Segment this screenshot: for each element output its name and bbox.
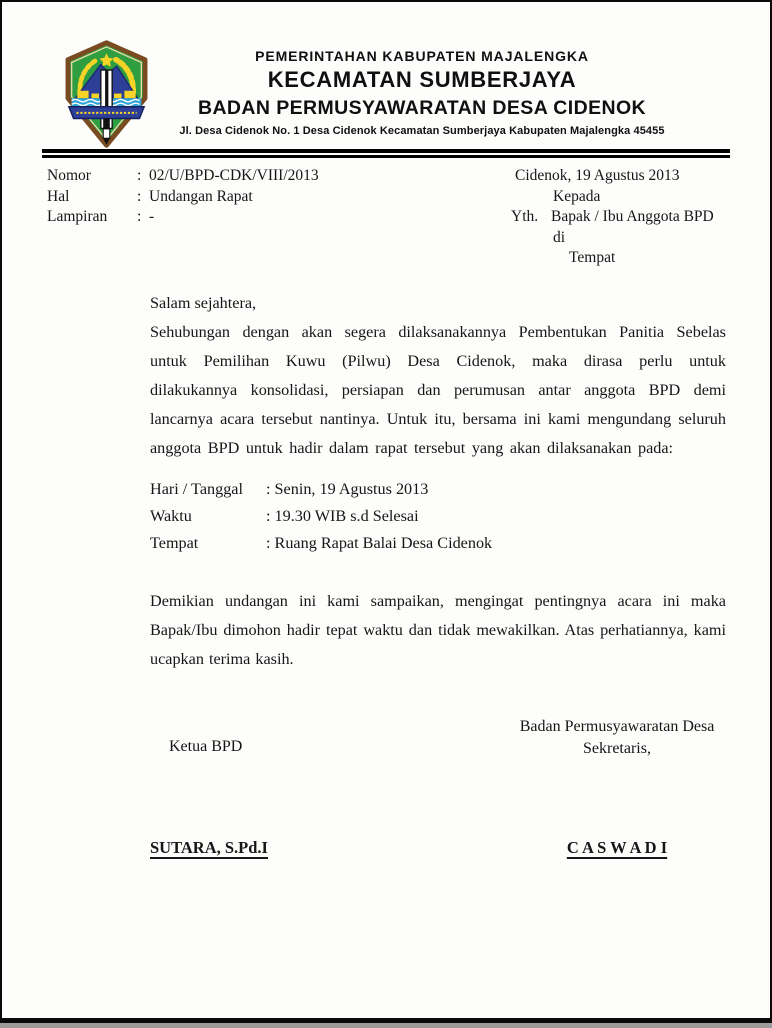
letterhead-government: PEMERINTAHAN KABUPATEN MAJALENGKA: [255, 48, 589, 64]
meta-label: Lampiran: [47, 208, 108, 225]
detail-row-waktu: [150, 503, 492, 530]
body-paragraph-2: Demikian undangan ini kami sampaikan, mengingat pentingnya acara ini maka Bapak/Ibu dimohon hadir tepat waktu dan tidak mewakilkan. Atas perhatiannya, kami ucapkan terima kasih.: [150, 592, 726, 668]
detail-row-tempat: [150, 530, 492, 557]
meeting-time: : 19.30 WIB s.d Selesai: [266, 507, 419, 525]
detail-label: Hari / Tanggal: [150, 480, 243, 498]
meta-label: Hal: [47, 187, 70, 205]
meta-colon: :: [137, 167, 142, 184]
divider-thick-line: [42, 149, 730, 153]
meeting-date: : Senin, 19 Agustus 2013: [266, 480, 429, 498]
meta-colon: :: [137, 208, 142, 225]
divider-thin-line: [42, 155, 730, 158]
letterhead: [132, 48, 712, 137]
signature-left-name: SUTARA, S.Pd.I: [150, 838, 268, 857]
meta-colon: :: [137, 187, 142, 205]
meeting-place: : Ruang Rapat Balai Desa Cidenok: [266, 534, 493, 552]
recipient-name: Bapak / Ibu Anggota BPD: [551, 208, 714, 225]
dateline: Cidenok, 19 Agustus 2013: [515, 167, 680, 184]
letter-attachment: -: [149, 208, 155, 225]
detail-label: Tempat: [150, 534, 199, 552]
letterhead-address: Jl. Desa Cidenok No. 1 Desa Cidenok Kecamatan Sumberjaya Kabupaten Majalengka 45455: [179, 125, 665, 137]
letter-subject: Undangan Rapat: [149, 187, 253, 205]
letter-meta: [47, 166, 319, 228]
signature-right-header: [507, 716, 727, 759]
letterhead-district: KECAMATAN SUMBERJAYA: [267, 67, 577, 92]
body-paragraph-1: Sehubungan dengan akan segera dilaksanakannya Pembentukan Panitia Sebelas untuk Pemilihan Kuwu (Pilwu) Desa Cidenok, maka dirasa perlu untuk dilakukannya konsolidasi, persiapan dan perumusan antar anggota BPD demi lancarnya acara tersebut nantinya. Untuk itu, bersama ini kami mengundang seluruh anggota BPD untuk hadir dalam rapat tersebut yang akan dilaksanakan pada:: [150, 323, 726, 457]
di-label: di: [553, 228, 566, 246]
recipient-block: [511, 166, 714, 269]
meta-row-lampiran: [47, 207, 319, 228]
signature-left-title: Ketua BPD: [169, 738, 243, 755]
detail-row-hari-tanggal: [150, 476, 492, 503]
yth-row: [511, 207, 714, 228]
kepada-label: Kepada: [553, 187, 601, 205]
salutation: Salam sejahtera,: [150, 294, 257, 312]
letterhead-organization: BADAN PERMUSYAWARATAN DESA CIDENOK: [197, 97, 647, 119]
signature-right-name: C A S W A D I: [566, 838, 668, 857]
meeting-details: [150, 476, 492, 557]
page-bottom-edge: [0, 1023, 772, 1028]
meta-label: Nomor: [47, 167, 91, 184]
detail-label: Waktu: [150, 507, 192, 525]
letter-number: 02/U/BPD-CDK/VIII/2013: [149, 167, 319, 184]
yth-label: Yth.: [511, 208, 539, 225]
signature-right-title: Sekretaris,: [583, 739, 651, 757]
meta-row-hal: [47, 187, 319, 208]
letterhead-divider: [42, 149, 730, 158]
signature-right-org: Badan Permusyawaratan Desa: [519, 718, 715, 735]
tempat-label: Tempat: [569, 249, 616, 266]
meta-row-nomor: [47, 166, 319, 187]
